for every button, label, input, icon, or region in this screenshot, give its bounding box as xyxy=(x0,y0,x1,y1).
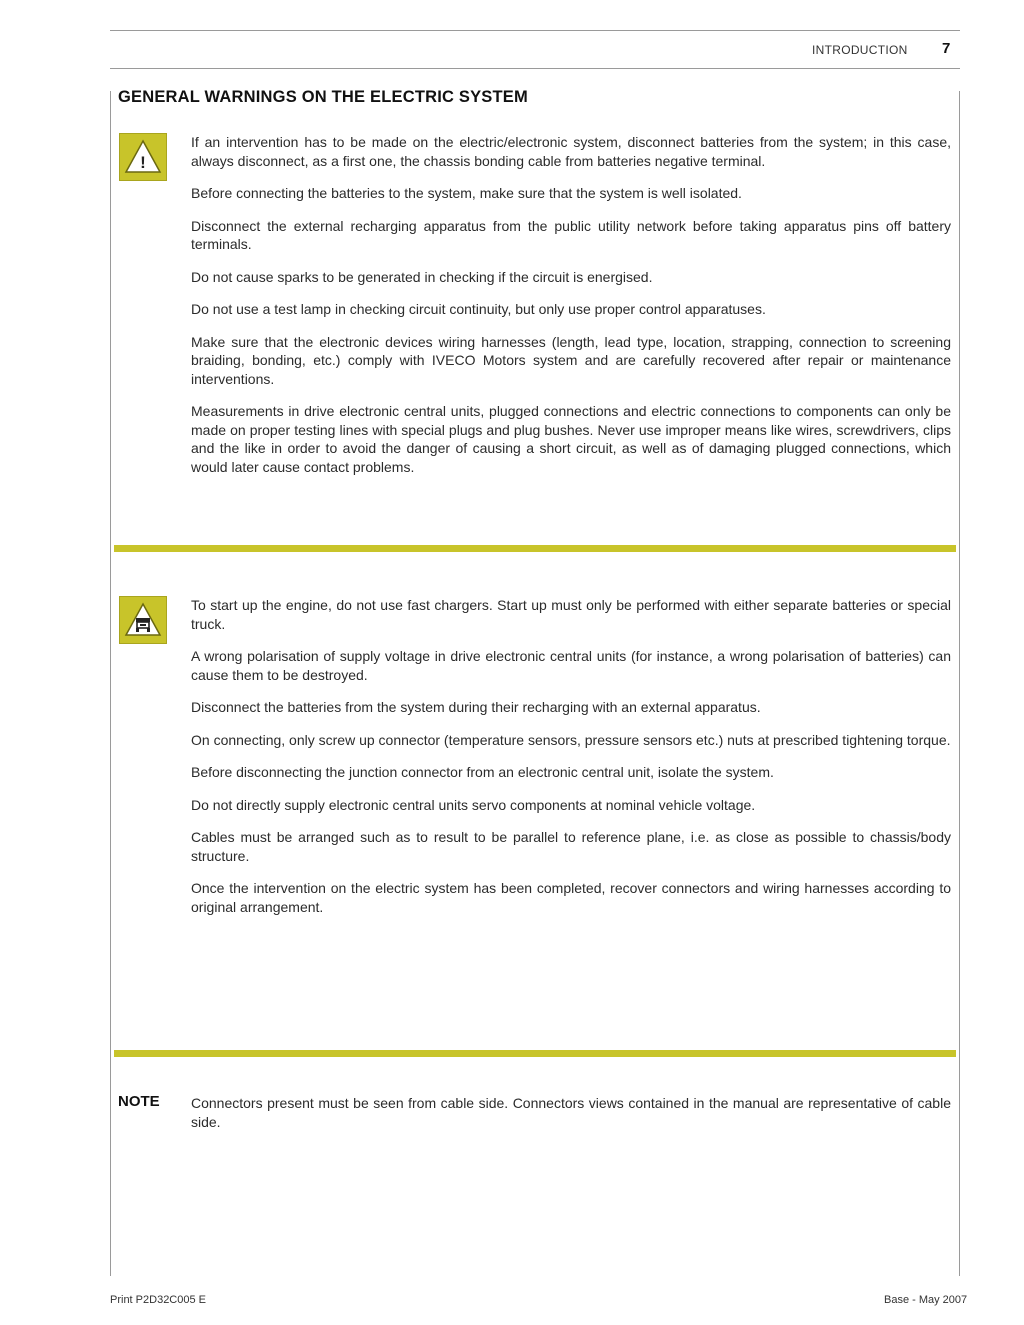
danger-paragraph: A wrong polarisation of supply voltage in drive electronic central units (for instance, a wrong polarisation of batteries) can cause them to be destroyed. xyxy=(191,648,951,683)
warning-paragraph: If an intervention has to be made on the electric/electronic system, disconnect batteries from the system; in this case, always disconnect, as a first one, the chassis bonding cable from batteries negative terminal. xyxy=(191,134,951,169)
header-section-title: INTRODUCTION xyxy=(812,43,908,57)
footer-edition: Base - May 2007 xyxy=(884,1294,968,1306)
note-text: Connectors present must be seen from cable side. Connectors views contained in the manual are representative of cable side. xyxy=(191,1095,951,1130)
danger-paragraph: Before disconnecting the junction connector from an electronic central unit, isolate the system. xyxy=(191,764,774,780)
danger-paragraph: To start up the engine, do not use fast chargers. Start up must only be performed with either separate batteries or special truck. xyxy=(191,597,951,632)
danger-paragraph: On connecting, only screw up connector (temperature sensors, pressure sensors etc.) nuts at prescribed tightening torque. xyxy=(191,731,951,748)
danger-paragraph: Once the intervention on the electric system has been completed, recover connectors and wiring harnesses according to original arrangement. xyxy=(191,880,951,915)
warning-paragraph: Disconnect the external recharging apparatus from the public utility network before taking apparatus pins off battery terminals. xyxy=(191,217,951,252)
section-separator xyxy=(114,545,956,552)
right-margin-rule xyxy=(959,91,960,1276)
warning-triangle-icon xyxy=(119,133,167,181)
warning-paragraph: Do not use a test lamp in checking circuit continuity, but only use proper control apparatuses. xyxy=(191,301,766,317)
danger-paragraph: Disconnect the batteries from the system during their recharging with an external apparatus. xyxy=(191,699,761,715)
note-text-block xyxy=(191,1094,951,1145)
page-number: 7 xyxy=(942,40,951,57)
header-bottom-rule xyxy=(110,68,960,69)
danger-paragraph: Cables must be arranged such as to result to be parallel to reference plane, i.e. as close as possible to chassis/body structure. xyxy=(191,829,951,864)
warning-paragraph: Measurements in drive electronic central units, plugged connections and electric connections to components can only be made on proper testing lines with special plugs and plug bushes. Never use improper means like wires, screwdrivers, clips and the like in order to avoid the danger of causing a short circuit, as well as of damaging plugged connections, which would later cause contact problems. xyxy=(191,403,951,475)
warning-paragraph: Make sure that the electronic devices wiring harnesses (length, lead type, location, strapping, connection to screening braiding, bonding, etc.) comply with IVECO Motors system and are carefully recovered after repair or maintenance interventions. xyxy=(191,333,951,387)
warning-paragraphs xyxy=(191,133,951,490)
danger-paragraph: Do not directly supply electronic central units servo components at nominal vehicle voltage. xyxy=(191,796,756,813)
section-separator xyxy=(114,1050,956,1057)
left-margin-rule xyxy=(110,91,111,1276)
warning-paragraph: Before connecting the batteries to the system, make sure that the system is well isolated. xyxy=(191,185,742,201)
page-title: GENERAL WARNINGS ON THE ELECTRIC SYSTEM xyxy=(118,88,528,106)
footer-print-code: Print P2D32C005 E xyxy=(110,1294,206,1306)
warning-paragraph: Do not cause sparks to be generated in checking if the circuit is energised. xyxy=(191,268,653,285)
warning-glyph: ! xyxy=(140,153,146,172)
danger-paragraphs xyxy=(191,596,951,930)
danger-electronics-icon xyxy=(119,596,167,644)
note-label: NOTE xyxy=(118,1093,160,1110)
header-top-rule xyxy=(110,30,960,31)
